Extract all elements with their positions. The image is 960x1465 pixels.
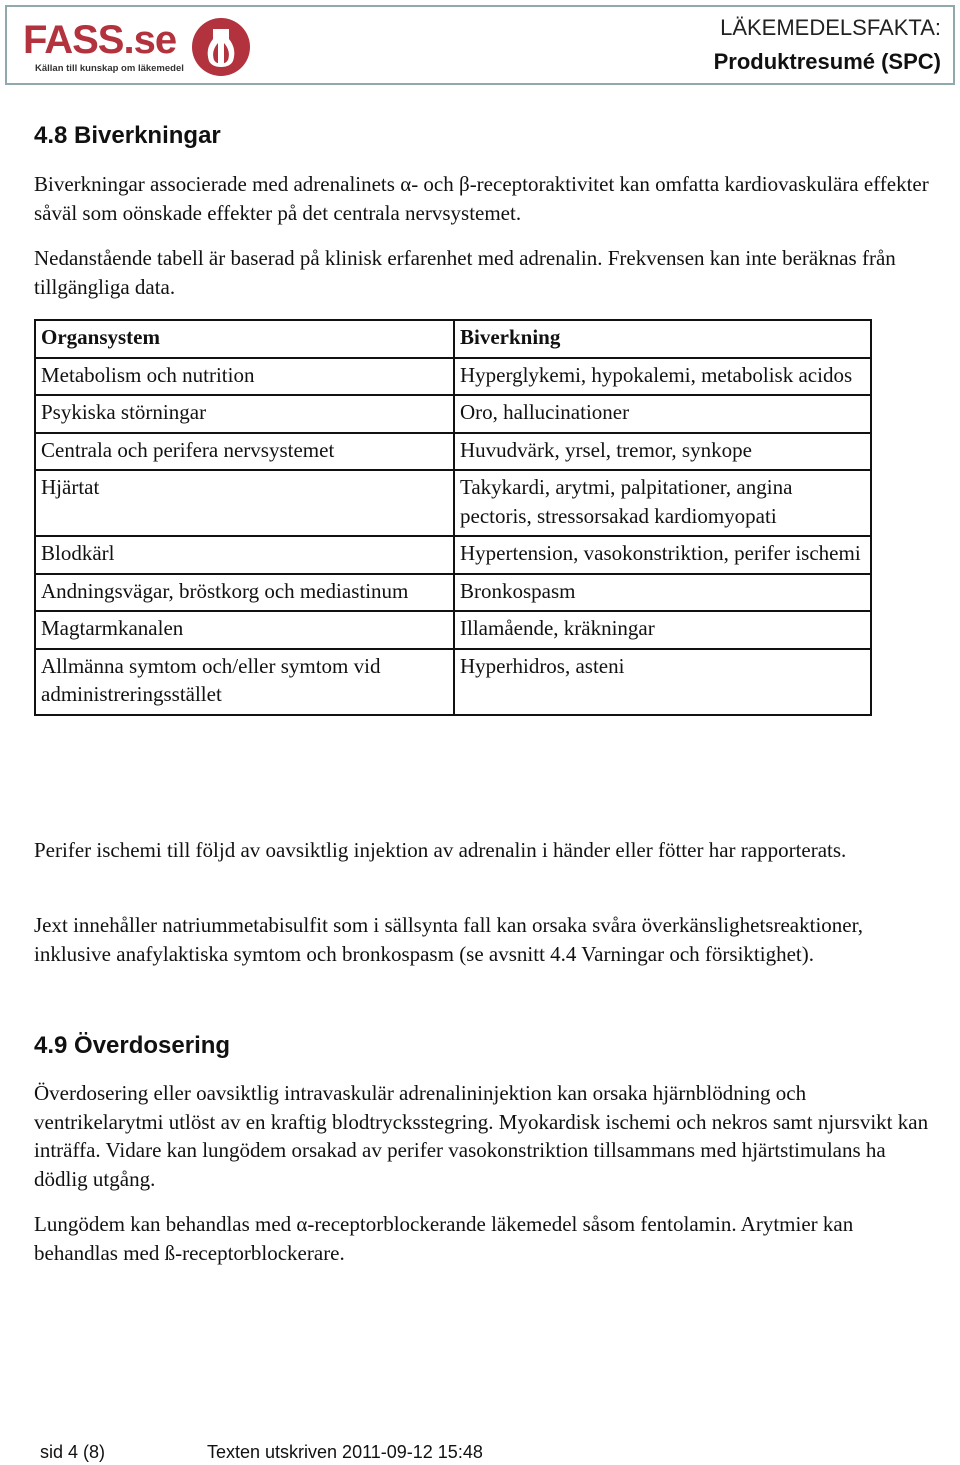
organ-system-cell: Allmänna symtom och/eller symtom vid administreringsstället [35, 649, 454, 715]
paragraph-sulfite-warning: Jext innehåller natriummetabisulfit som i sällsynta fall kan orsaka svåra överkänslighetsreaktioner, inklusive anafylaktiska symtom och bronkospasm (se avsnitt 4.4 Varningar och försiktighet). [34, 913, 863, 966]
document-header [5, 5, 955, 85]
organ-system-cell: Psykiska störningar [35, 395, 454, 433]
fass-logo[interactable] [23, 13, 253, 79]
table-header-row [35, 320, 871, 358]
side-effect-cell: Oro, hallucinationer [454, 395, 871, 433]
paragraph-overdose-treatment: Lungödem kan behandlas med α-receptorblockerande läkemedel såsom fentolamin. Arytmier kan behandlas med ß-receptorblockerare. [34, 1212, 854, 1265]
table-row [35, 433, 871, 471]
paragraph-peripheral-ischemia: Perifer ischemi till följd av oavsiktlig injektion av adrenalin i händer eller fötter har rapporterats. [34, 838, 847, 862]
table-row [35, 358, 871, 396]
paragraph-side-effects-intro: Biverkningar associerade med adrenalinets α- och β-receptoraktivitet kan omfatta kardiovaskulära effekter såväl som oönskade effekter på det centrala nervsystemet. [34, 172, 929, 225]
fass-emblem-icon [191, 17, 251, 77]
table-row [35, 470, 871, 536]
side-effect-cell: Illamående, kräkningar [454, 611, 871, 649]
organ-system-cell: Magtarmkanalen [35, 611, 454, 649]
document-kind: LÄKEMEDELSFAKTA: [720, 15, 941, 40]
heading-overdose: 4.9 Överdosering [34, 1032, 231, 1059]
organ-system-cell: Blodkärl [35, 536, 454, 574]
side-effect-cell: Hypertension, vasokonstriktion, perifer ischemi [454, 536, 871, 574]
column-header-organ-system: Organsystem [35, 320, 454, 358]
table-row [35, 611, 871, 649]
heading-side-effects: 4.8 Biverkningar [34, 122, 221, 149]
organ-system-cell: Centrala och perifera nervsystemet [35, 433, 454, 471]
organ-system-cell: Metabolism och nutrition [35, 358, 454, 396]
side-effect-cell: Bronkospasm [454, 574, 871, 612]
table-row [35, 536, 871, 574]
side-effect-cell: Takykardi, arytmi, palpitationer, angina pectoris, stressorsakad kardiomyopati [454, 470, 871, 536]
page-number: sid 4 (8) [40, 1442, 106, 1462]
logo-wordmark: FASS.se [23, 18, 177, 62]
paragraph-overdose-effects: Överdosering eller oavsiktlig intravaskulär adrenalininjektion kan orsaka hjärnblödning och ventrikelarytmi utlöst av en kraftig blodtrycksstegring. Myokardisk ischemi och nekros samt njursvikt kan inträffa. Vidare kan lungödem orsakad av perifer vasokonstriktion tillsammans med hjärtstimulans ha dödlig utgång. [34, 1081, 929, 1191]
organ-system-cell: Hjärtat [35, 470, 454, 536]
organ-system-cell: Andningsvägar, bröstkorg och mediastinum [35, 574, 454, 612]
logo-tagline: Källan till kunskap om läkemedel [35, 63, 184, 74]
document-title: Produktresumé (SPC) [713, 49, 941, 74]
table-row [35, 649, 871, 715]
side-effect-cell: Hyperglykemi, hypokalemi, metabolisk acidos [454, 358, 871, 396]
print-timestamp: Texten utskriven 2011-09-12 15:48 [207, 1442, 483, 1462]
column-header-side-effect: Biverkning [454, 320, 871, 358]
table-row [35, 574, 871, 612]
side-effect-cell: Huvudvärk, yrsel, tremor, synkope [454, 433, 871, 471]
side-effects-table [34, 319, 872, 716]
side-effect-cell: Hyperhidros, asteni [454, 649, 871, 715]
table-row [35, 395, 871, 433]
paragraph-table-basis: Nedanstående tabell är baserad på klinisk erfarenhet med adrenalin. Frekvensen kan inte beräknas från tillgängliga data. [34, 246, 896, 299]
